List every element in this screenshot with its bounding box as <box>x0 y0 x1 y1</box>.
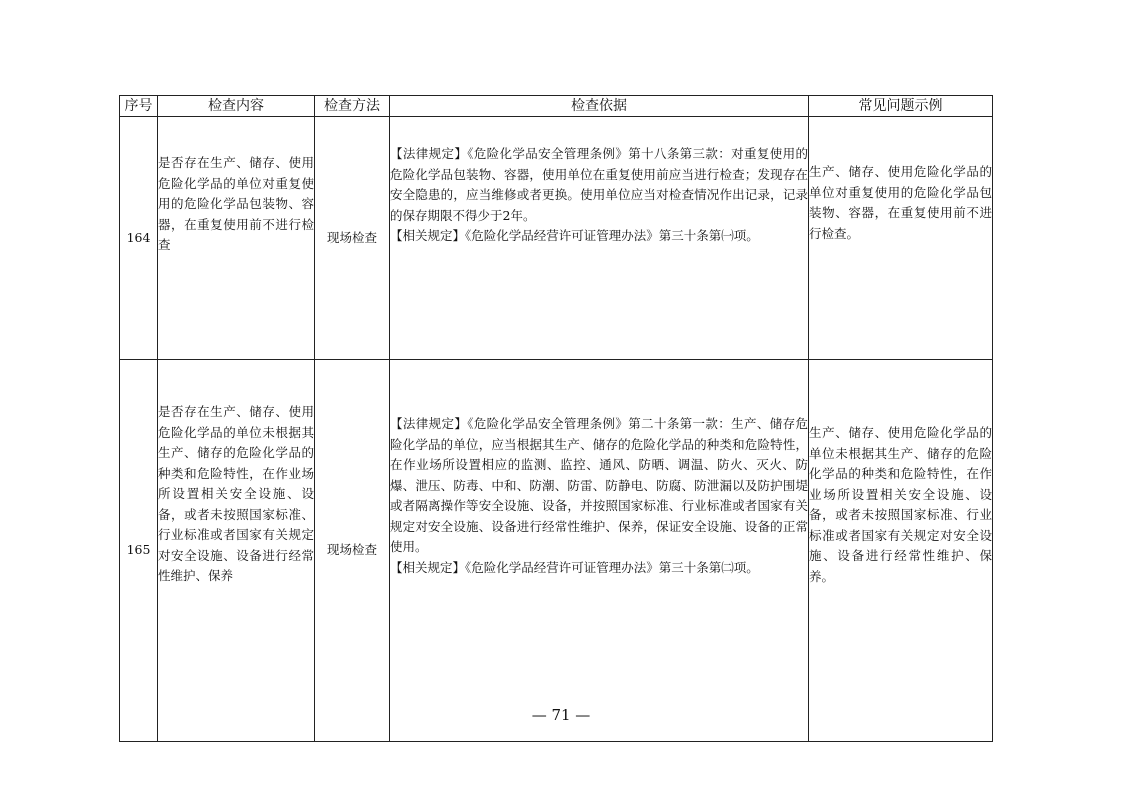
common-issues: 生产、储存、使用危险化学品的单位对重复使用的危险化学品包装物、容器，在重复使用前不进行检查。 <box>809 117 993 360</box>
table-row <box>120 360 993 742</box>
header-content: 检查内容 <box>158 96 315 117</box>
page-number: — 71 — <box>531 706 591 724</box>
header-method: 检查方法 <box>315 96 390 117</box>
inspection-content: 是否存在生产、储存、使用危险化学品的单位未根据其生产、储存的危险化学品的种类和危险特性，在作业场所设置相关安全设施、设备，或者未按照国家标准、行业标准或者国家有关规定对安全设施、设备进行经常性维护、保养 <box>158 360 315 742</box>
row-number: 164 <box>120 117 158 360</box>
basis-law-text: 【法律规定】《危险化学品安全管理条例》第二十条第一款：生产、储存危险化学品的单位，应当根据其生产、储存的危险化学品的种类和危险特性，在作业场所设置相应的监测、监控、通风、防晒、调温、防火、灭火、防爆、泄压、防毒、中和、防潮、防雷、防静电、防腐、防泄漏以及防护围堤或者隔离操作等安全设施、设备，并按照国家标准、行业标准或者国家有关规定对安全设施、设备进行经常性维护、保养，保证安全设施、设备的正常使用。 <box>390 416 808 554</box>
common-issues: 生产、储存、使用危险化学品的单位未根据其生产、储存的危险化学品的种类和危险特性，在作业场所设置相关安全设施、设备，或者未按照国家标准、行业标准或者国家有关规定对安全设施、设备进行经常性维护、保养。 <box>809 360 993 742</box>
header-no: 序号 <box>120 96 158 117</box>
inspection-basis <box>390 360 809 742</box>
row-number: 165 <box>120 360 158 742</box>
table-row <box>120 117 993 360</box>
table-header-row <box>120 96 993 117</box>
inspection-basis <box>390 117 809 360</box>
inspection-method: 现场检查 <box>315 360 390 742</box>
inspection-table <box>119 95 993 742</box>
inspection-content: 是否存在生产、储存、使用危险化学品的单位对重复使用的危险化学品包装物、容器，在重复使用前不进行检查 <box>158 117 315 360</box>
header-issues: 常见问题示例 <box>809 96 993 117</box>
header-basis: 检查依据 <box>390 96 809 117</box>
basis-related-text: 【相关规定】《危险化学品经营许可证管理办法》第三十条第㈡项。 <box>390 559 759 575</box>
inspection-method: 现场检查 <box>315 117 390 360</box>
basis-law-text: 【法律规定】《危险化学品安全管理条例》第十八条第三款：对重复使用的危险化学品包装物、容器，使用单位在重复使用前应当进行检查；发现存在安全隐患的，应当维修或者更换。使用单位应当对检查情况作出记录，记录的保存期限不得少于2年。 <box>390 146 808 223</box>
basis-related-text: 【相关规定】《危险化学品经营许可证管理办法》第三十条第㈠项。 <box>390 228 759 243</box>
